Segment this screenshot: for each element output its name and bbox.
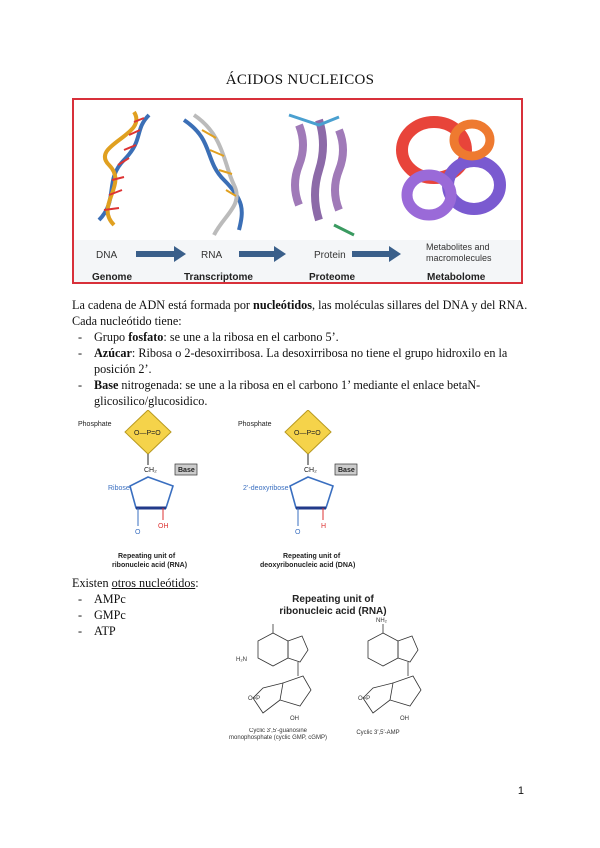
cgmp-structure xyxy=(253,624,311,713)
omics-figure xyxy=(72,98,523,284)
other-nucleotides-section xyxy=(72,575,199,639)
stage-protein: Protein xyxy=(314,250,346,261)
svg-text:OH: OH xyxy=(400,716,409,722)
ribose-label: Ribose xyxy=(108,485,130,492)
camp-nh2: NH₂ xyxy=(376,618,387,624)
svg-text:H₂N: H₂N xyxy=(236,657,247,663)
camp-structure xyxy=(363,624,421,713)
stage-rna: RNA xyxy=(201,250,223,261)
layer-metabolome: Metabolome xyxy=(427,272,486,283)
omics-illustration xyxy=(74,100,523,284)
svg-text:Base: Base xyxy=(338,467,355,474)
intro-subline: Cada nucleótido tiene: xyxy=(72,314,182,328)
list-item: - GMPc xyxy=(72,607,199,623)
intro-text xyxy=(72,297,542,409)
rna-strand-image xyxy=(184,115,242,235)
cgmp-caption: Cyclic 3',5'-guanosine monophosphate (cyclic GMP, cGMP) xyxy=(229,728,327,741)
svg-text:CH₂: CH₂ xyxy=(304,467,317,474)
stage-metabolites: Metabolites and macromolecules xyxy=(426,242,492,263)
list-item: - ATP xyxy=(72,623,199,639)
rna-caption-line2: ribonucleic acid (RNA) xyxy=(112,562,188,569)
h-label: H xyxy=(321,523,327,530)
list-item: - Azúcar: Ribosa o 2-desoxirribosa. La desoxirribosa no tiene el grupo hidroxilo en la posición 2’. xyxy=(72,345,542,377)
list-item: - AMPc xyxy=(72,591,199,607)
svg-text:O: O xyxy=(295,529,301,536)
list-item: - Grupo fosfato: se une a la ribosa en el carbono 5’. xyxy=(72,329,542,345)
cyclic-title-line1: Repeating unit of xyxy=(292,594,374,605)
oh-label: OH xyxy=(158,523,169,530)
svg-text:O—P=O: O—P=O xyxy=(294,430,321,437)
dna-helix-image xyxy=(99,112,149,225)
stage-dna: DNA xyxy=(96,250,118,261)
layer-genome: Genome xyxy=(92,272,133,283)
rna-unit-diagram xyxy=(78,410,197,569)
metabolome-image xyxy=(402,122,500,215)
page-number: 1 xyxy=(517,785,524,797)
svg-text:CH₂: CH₂ xyxy=(144,467,157,474)
list-item: - Base nitrogenada: se une a la ribosa en el carbono 1’ mediante el enlace betaN-glicosilico/glucosidico. xyxy=(72,377,542,409)
svg-text:O=P: O=P xyxy=(248,696,261,702)
phosphate-label: Phosphate xyxy=(78,421,112,428)
dna-caption-line2: deoxyribonucleic acid (DNA) xyxy=(260,562,356,569)
dna-caption-line1: Repeating unit of xyxy=(283,553,341,560)
phosphate-group: O—P=O xyxy=(134,430,161,437)
other-nucleotides-intro: Existen otros nucleótidos: xyxy=(72,576,199,590)
page-title: ÁCIDOS NUCLEICOS xyxy=(225,72,375,88)
cyclic-nucleotides-figure xyxy=(228,588,438,763)
other-nucleotides-list xyxy=(72,591,199,639)
protein-structure-image xyxy=(289,115,354,235)
layer-transcriptome: Transcriptome xyxy=(184,272,253,283)
cyclic-title-line2: ribonucleic acid (RNA) xyxy=(279,606,387,617)
dna-unit-diagram xyxy=(238,410,357,569)
intro-paragraph: La cadena de ADN está formada por nucleótidos, las moléculas sillares del DNA y del RNA. xyxy=(72,298,528,312)
svg-text:O=P: O=P xyxy=(358,696,371,702)
nucleotides-term: nucleótidos xyxy=(253,298,312,312)
svg-text:Phosphate: Phosphate xyxy=(238,421,272,428)
nucleotide-structures-figure xyxy=(78,410,388,575)
cgmp-oh: OH xyxy=(290,716,299,722)
rna-caption-line1: Repeating unit of xyxy=(118,553,176,560)
layer-proteome: Proteome xyxy=(309,272,356,283)
base-label: Base xyxy=(178,467,195,474)
camp-caption: Cyclic 3',5'-AMP xyxy=(356,730,400,736)
components-list xyxy=(72,329,542,409)
deoxyribose-label: 2’-deoxyribose xyxy=(243,485,289,492)
svg-text:O: O xyxy=(135,529,141,536)
